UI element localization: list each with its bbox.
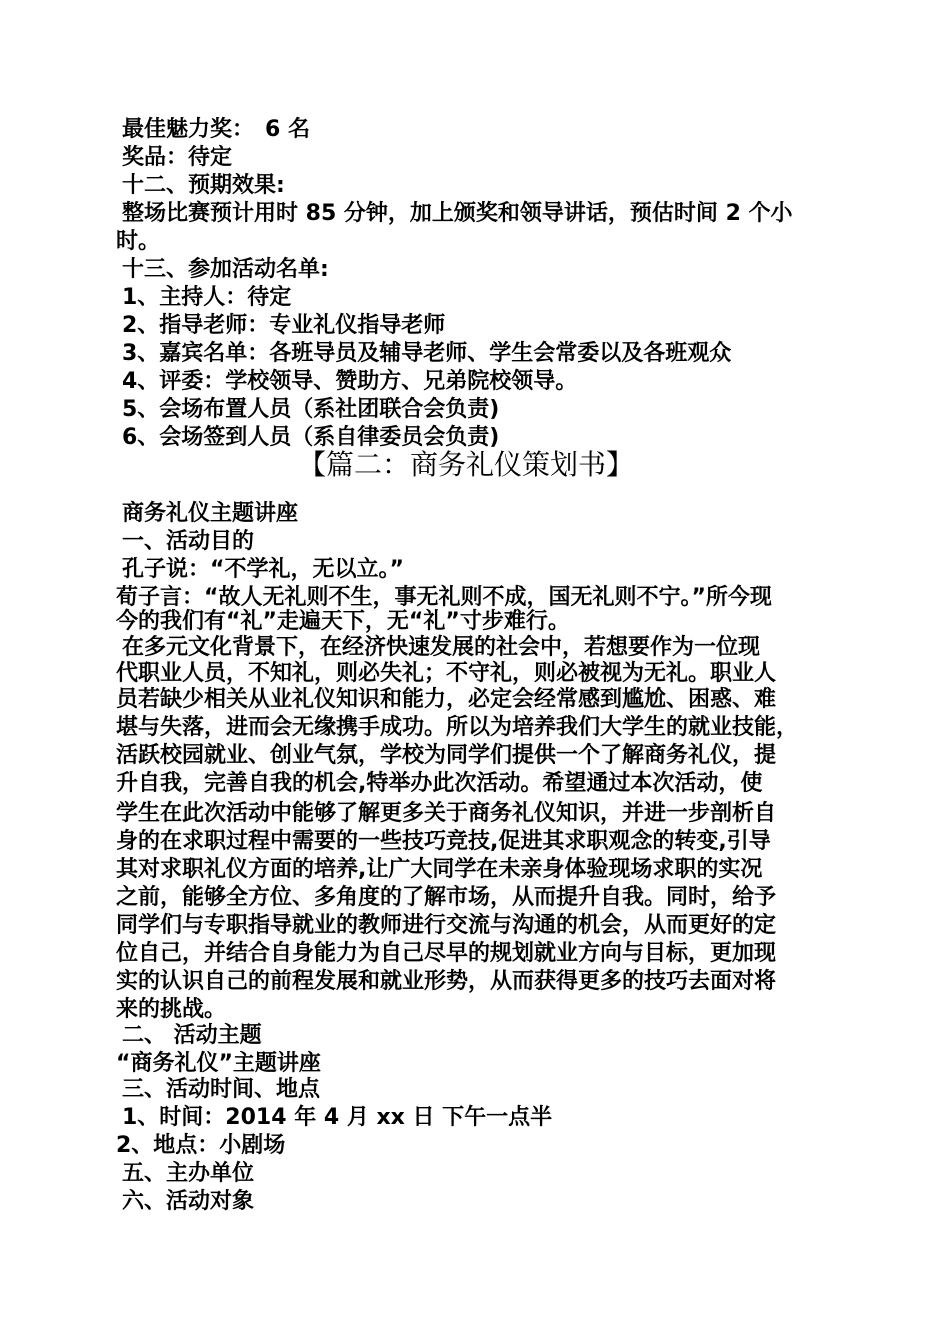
participant-item: 1、主持人：待定 — [122, 285, 292, 310]
paragraph-line: 升自我，完善自我的机会,特举办此次活动。希望通过本次活动，使 — [116, 771, 763, 796]
paragraph-line: 来的挑战。 — [116, 997, 227, 1022]
participant-item: 3、嘉宾名单：各班导员及辅导老师、学生会常委以及各班观众 — [122, 341, 732, 366]
event-time: 1、时间：2014 年 4 月 xx 日 下午一点半 — [122, 1105, 553, 1130]
theme-text: “商务礼仪”主题讲座 — [116, 1051, 321, 1076]
purpose-heading: 一、活动目的 — [122, 529, 255, 554]
quote-xunzi: 荀子言：“故人无礼则不生，事无礼则不成，国无礼则不宁。”所今现 — [116, 585, 772, 610]
time-place-heading: 三、活动时间、地点 — [122, 1077, 321, 1102]
award-charm: 最佳魅力奖： 6 名 — [122, 117, 310, 142]
paragraph-line: 堪与失落，进而会无缘携手成功。所以为培养我们大学生的就业技能， — [116, 715, 799, 740]
paragraph-line: 活跃校园就业、创业气氛，学校为同学们提供一个了解商务礼仪，提 — [116, 743, 777, 768]
paragraph-line: 实的认识自己的前程发展和就业形势，从而获得更多的技巧去面对将 — [116, 969, 777, 994]
paragraph-line: 同学们与专职指导就业的教师进行交流与沟通的机会，从而更好的定 — [116, 913, 777, 938]
participants-heading: 十三、参加活动名单: — [122, 257, 329, 282]
quote-xunzi-cont: 今的我们有“礼”走遍天下，无“礼”寸步难行。 — [116, 609, 570, 634]
prize: 奖品：待定 — [122, 145, 233, 170]
expected-heading: 十二、预期效果: — [122, 173, 285, 198]
paragraph-line: 学生在此次活动中能够了解更多关于商务礼仪知识，并进一步剖析自 — [116, 801, 777, 826]
event-place: 2、地点：小剧场 — [116, 1133, 286, 1158]
participant-item: 4、评委：学校领导、赞助方、兄弟院校领导。 — [122, 369, 578, 394]
paragraph-line: 身的在求职过程中需要的一些技巧竞技,促进其求职观念的转变,引导 — [116, 829, 771, 854]
participant-item: 5、会场布置人员（系社团联合会负责) — [122, 397, 500, 422]
paragraph-line: 其对求职礼仪方面的培养,让广大同学在未亲身体验现场求职的实况 — [116, 857, 763, 882]
paragraph-line: 之前，能够全方位、多角度的了解市场，从而提升自我。同时，给予 — [116, 885, 777, 910]
participant-item: 2、指导老师：专业礼仪指导老师 — [122, 313, 446, 338]
paragraph-line: 在多元文化背景下，在经济快速发展的社会中，若想要作为一位现 — [122, 635, 761, 660]
paragraph-line: 员若缺少相关从业礼仪知识和能力，必定会经常感到尴尬、困惑、难 — [116, 687, 777, 712]
paragraph-line: 位自己，并结合自身能力为自己尽早的规划就业方向与目标，更加现 — [116, 941, 777, 966]
lecture-title: 商务礼仪主题讲座 — [122, 501, 299, 526]
theme-heading: 二、 活动主题 — [122, 1023, 262, 1048]
audience-heading: 六、活动对象 — [122, 1189, 255, 1214]
participant-item: 6、会场签到人员（系自律委员会负责) — [122, 425, 500, 450]
expected-text: 整场比赛预计用时 85 分钟，加上颁奖和领导讲话，预估时间 2 个小 — [122, 201, 793, 226]
expected-text-cont: 时。 — [116, 229, 161, 254]
paragraph-line: 代职业人员，不知礼，则必失礼；不守礼，则必被视为无礼。职业人 — [116, 661, 777, 686]
section-title: 【篇二：商务礼仪策划书】 — [298, 448, 635, 481]
quote-confucius: 孔子说：“不学礼，无以立。” — [122, 557, 404, 582]
organizer-heading: 五、主办单位 — [122, 1161, 255, 1186]
